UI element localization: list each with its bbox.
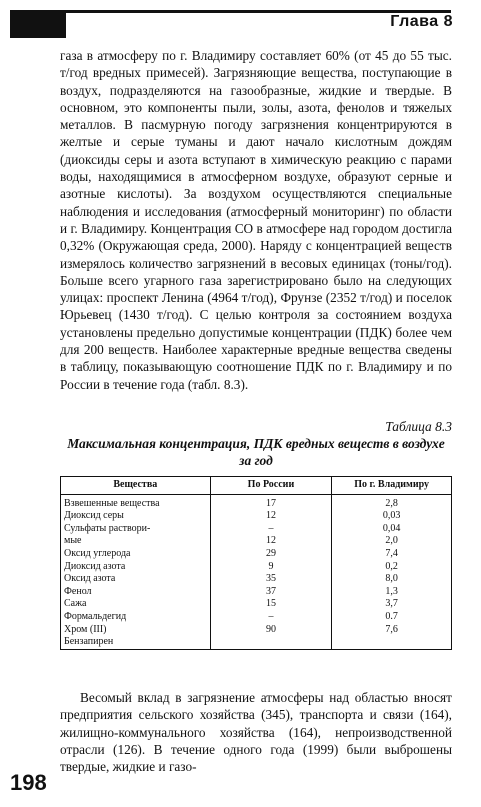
cell-russia: 9	[210, 561, 332, 574]
cell-vladimir	[332, 636, 452, 649]
cell-vladimir: 2,8	[332, 494, 452, 510]
cell-russia: 37	[210, 586, 332, 599]
table-row	[61, 510, 452, 523]
cell-vladimir: 3,7	[332, 598, 452, 611]
cell-substance: мые	[61, 535, 211, 548]
cell-vladimir: 7,4	[332, 548, 452, 561]
table-row	[61, 636, 452, 649]
cell-russia: 35	[210, 573, 332, 586]
cell-substance: Диоксид азота	[61, 561, 211, 574]
cell-russia: 17	[210, 494, 332, 510]
cell-vladimir: 0,2	[332, 561, 452, 574]
table-body	[61, 494, 452, 649]
cell-vladimir: 0,03	[332, 510, 452, 523]
cell-russia: 90	[210, 624, 332, 637]
cell-substance: Формальдегид	[61, 611, 211, 624]
cell-vladimir: 0,04	[332, 523, 452, 536]
cell-substance: Оксид азота	[61, 573, 211, 586]
cell-vladimir: 7,6	[332, 624, 452, 637]
table-row	[61, 561, 452, 574]
cell-substance: Бензапирен	[61, 636, 211, 649]
paragraph-1-text: газа в атмосферу по г. Владимиру составляет 60% (от 45 до 55 тыс. т/год вредных примесей). Загрязняющие вещества, поступающие в воздух, подразделяются на газообразные, жидкие и твердые. В основном, это компоненты пыли, золы, азота, фенолов и тяжелых металлов. В пасмурную погоду загрязнения концентрируются в желтые и серые туманы и дают начало кислотным дождям (диоксиды серы и азота вступают в химическую реакцию с парами воды, находящимися в атмосферном воздухе, образуют серные и азотные кислоты). За воздухом осуществляются специальные наблюдения и исследования (атмосферный мониторинг) по области и г. Владимиру. Концентрация CO в атмосфере над городом достигла 0,32% (Окружающая среда, 2000). Наряду с концентрацией веществ измерялось количество загрязнений в весовых единицах (тоны/год). Больше всего угарного газа зарегистрировано было на следующих улицах: проспект Ленина (4964 т/год), Фрунзе (2352 т/год) и поселок Юрьевец (1430 т/год). С целью контроля за состоянием воздуха установлены предельно допустимые концентрации (ПДК) более чем для 200 веществ. Наиболее характерные вредные вещества сведены в таблицу, показывающую соотношение ПДК по г. Владимиру и по России в течение года (табл. 8.3).	[60, 48, 452, 392]
cell-substance: Фенол	[61, 586, 211, 599]
table-title: Максимальная концентрация, ПДК вредных веществ в воздухе за год	[67, 436, 445, 468]
cell-russia: –	[210, 523, 332, 536]
table-row	[61, 611, 452, 624]
header-block	[10, 10, 66, 38]
cell-vladimir: 0.7	[332, 611, 452, 624]
pollutant-table	[60, 476, 452, 650]
cell-substance: Сажа	[61, 598, 211, 611]
chapter-title: Глава 8	[390, 13, 453, 30]
page-number: 198	[10, 770, 47, 795]
cell-russia	[210, 636, 332, 649]
header-russia: По России	[210, 477, 332, 495]
cell-substance: Сульфаты раствори-	[61, 523, 211, 536]
cell-russia: 15	[210, 598, 332, 611]
cell-substance: Хром (III)	[61, 624, 211, 637]
table-header-row	[61, 477, 452, 495]
table-number: Таблица 8.3	[385, 419, 452, 434]
cell-russia: –	[210, 611, 332, 624]
cell-russia: 12	[210, 510, 332, 523]
table-row	[61, 598, 452, 611]
header-vladimir: По г. Владимиру	[332, 477, 452, 495]
cell-vladimir: 2,0	[332, 535, 452, 548]
table-row	[61, 523, 452, 536]
cell-substance: Взвешенные вещества	[61, 494, 211, 510]
table-caption	[60, 418, 452, 469]
body-paragraph-2: Весомый вклад в загрязнение атмосферы над областью вносят предприятия сельского хозяйства (345), транспорта и связи (164), жилищно-коммунального хозяйства (164), непроизводственной отрасли (126). В течение одного года (1999) были выброшены твердые, жидкие и газо-	[60, 690, 452, 775]
cell-substance: Оксид углерода	[61, 548, 211, 561]
cell-vladimir: 8,0	[332, 573, 452, 586]
table-row	[61, 586, 452, 599]
header-substance: Вещества	[61, 477, 211, 495]
table-row	[61, 624, 452, 637]
table-row	[61, 535, 452, 548]
table-row	[61, 548, 452, 561]
table-row	[61, 573, 452, 586]
body-paragraph-1	[60, 47, 452, 393]
cell-russia: 29	[210, 548, 332, 561]
cell-vladimir: 1,3	[332, 586, 452, 599]
table-row	[61, 494, 452, 510]
cell-substance: Диоксид серы	[61, 510, 211, 523]
header-rule	[10, 10, 451, 13]
cell-russia: 12	[210, 535, 332, 548]
